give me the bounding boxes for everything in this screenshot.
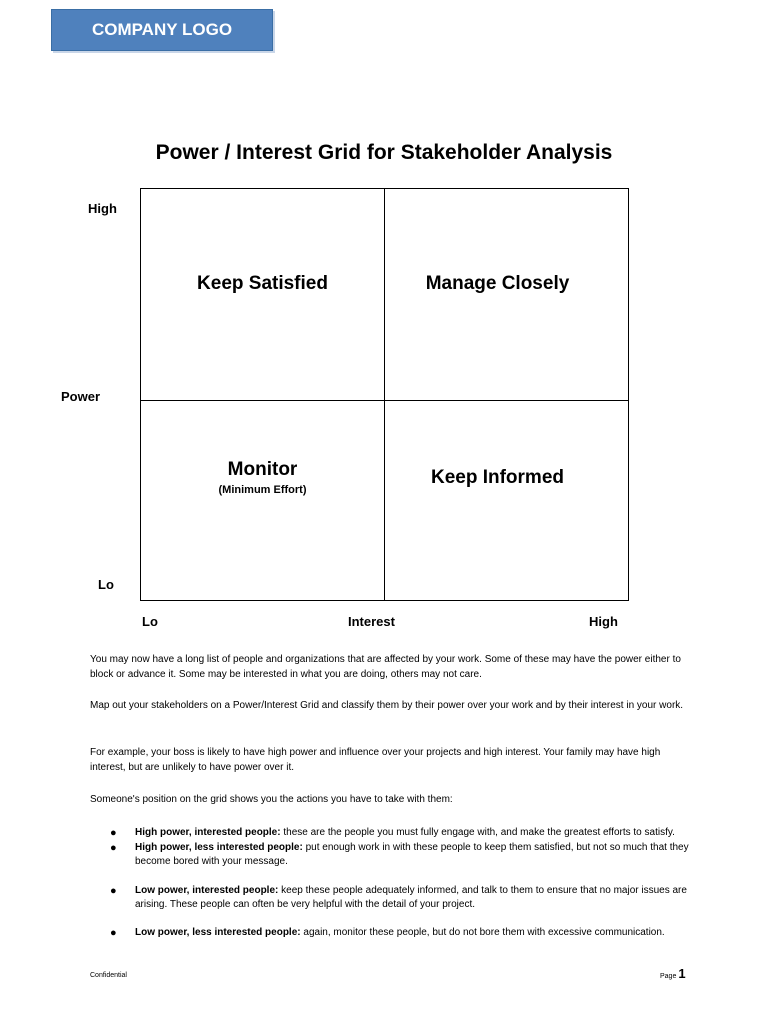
- grid-vertical-divider: [384, 189, 385, 600]
- interest-axis-label: Interest: [348, 614, 395, 629]
- footer-confidential: Confidential: [90, 972, 127, 979]
- list-item: ● High power, interested people: these are the people you must fully engage with, and make the greatest efforts to satisfy.: [110, 827, 675, 839]
- company-logo: COMPANY LOGO: [51, 9, 273, 51]
- page-title: Power / Interest Grid for Stakeholder Analysis: [155, 141, 613, 164]
- bullet-icon: ●: [110, 827, 117, 839]
- bullet-icon: ●: [110, 884, 117, 897]
- body-paragraph: Map out your stakeholders on a Power/Interest Grid and classify them by their power over your work and by their interest in your work.: [90, 700, 684, 711]
- list-item: ● Low power, less interested people: again, monitor these people, but do not bore them with excessive communication.: [110, 926, 665, 939]
- interest-low-label: Lo: [142, 614, 158, 629]
- quadrant-manage-closely: Manage Closely: [425, 273, 570, 294]
- power-interest-grid: [140, 188, 629, 601]
- body-paragraph: Someone's position on the grid shows you the actions you have to take with them:: [90, 794, 453, 805]
- power-high-label: High: [88, 201, 117, 216]
- list-item: ● High power, less interested people: put enough work in with these people to keep them satisfied, but not so much that they become bored with your message.: [110, 841, 689, 867]
- body-paragraph: For example, your boss is likely to have high power and influence over your projects and high interest. Your family may have high interest, but are unlikely to have power over it.: [90, 747, 661, 773]
- bullet-icon: ●: [110, 926, 117, 939]
- bullet-icon: ●: [110, 841, 117, 854]
- quadrant-keep-satisfied: Keep Satisfied: [197, 273, 328, 294]
- body-paragraph: You may now have a long list of people and organizations that are affected by your work. Some of these may have the power either to block or advance it. Some may be interested in what you are doing, others may not care.: [90, 654, 681, 680]
- grid-horizontal-divider: [141, 400, 628, 401]
- list-item: ● Low power, interested people: keep these people adequately informed, and talk to them to ensure that no major issues are arising. These people can often be very helpful with the detail of your project.: [110, 884, 687, 910]
- quadrant-monitor: [141, 459, 384, 496]
- power-low-label: Lo: [98, 577, 114, 592]
- quadrant-monitor-title: Monitor: [227, 459, 298, 480]
- bullet-list: [110, 826, 690, 940]
- quadrant-monitor-subtitle: (Minimum Effort): [218, 484, 307, 496]
- footer-page-number: Page 1: [660, 966, 686, 981]
- quadrant-keep-informed: Keep Informed: [430, 467, 565, 488]
- interest-high-label: High: [589, 614, 618, 629]
- power-axis-label: Power: [61, 389, 101, 404]
